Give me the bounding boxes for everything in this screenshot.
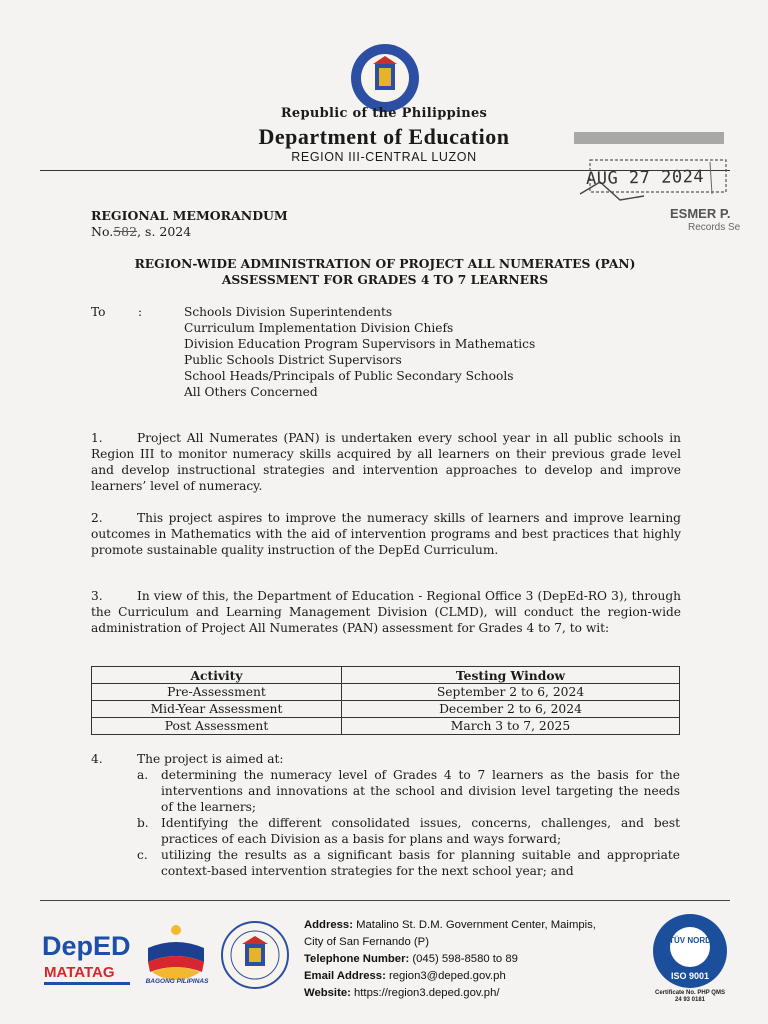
table-header-row xyxy=(92,667,680,684)
table-row xyxy=(92,684,680,701)
stamp-date: AUG 27 2024 xyxy=(585,166,705,190)
email-line: Email Address: region3@deped.gov.ph xyxy=(304,970,506,982)
list-item: c. utilizing the results as a significant basis for planning suitable and appropriate context-based intervention strategies for the next school year; and xyxy=(137,848,680,878)
deped-seal-footer xyxy=(220,920,290,990)
iso-text: ISO 9001 xyxy=(670,971,710,981)
address-line: Address: Matalino St. D.M. Government Center, Maimpis, xyxy=(304,919,596,931)
recipient: School Heads/Principals of Public Secondary Schools xyxy=(184,369,514,383)
window-cell: September 2 to 6, 2024 xyxy=(342,684,680,701)
logo-matatag-text: MATATAG xyxy=(44,964,115,981)
list-item: a. determining the numeracy level of Grades 4 to 7 learners as the basis for the interventions and innovations at the school and division level targeting the needs of the learners; xyxy=(137,768,680,814)
logo-deped-text: DepED xyxy=(42,931,131,961)
address-line-2: City of San Fernando (P) xyxy=(304,936,429,948)
to-label: To xyxy=(91,305,106,319)
department-heading: Department of Education xyxy=(258,124,510,149)
memo-title: REGIONAL MEMORANDUM xyxy=(91,208,288,223)
deped-seal-logo xyxy=(349,42,421,114)
deped-matatag-logo xyxy=(40,925,136,991)
paragraph-4-intro: The project is aimed at: xyxy=(137,752,284,766)
window-cell: December 2 to 6, 2024 xyxy=(342,701,680,718)
phone-line: Telephone Number: (045) 598-8580 to 89 xyxy=(304,953,518,965)
recipient-list xyxy=(184,304,535,400)
table-row xyxy=(92,718,680,735)
tuv-text: TÜV NORD xyxy=(669,936,711,945)
to-colon: : xyxy=(138,305,143,319)
certificate-number: Certificate No. PHP QMS 24 93 0181 xyxy=(655,990,725,1003)
activity-cell: Mid-Year Assessment xyxy=(92,701,342,718)
recipient: Curriculum Implementation Division Chiefs xyxy=(184,321,454,335)
stamp-section: Records Se xyxy=(688,222,741,233)
recipient: Division Education Program Supervisors in Mathematics xyxy=(184,337,536,351)
memo-number: No.582, s. 2024 xyxy=(91,224,192,239)
website-line: Website: https://region3.deped.gov.ph/ xyxy=(304,987,500,999)
paragraph-2: 2. This project aspires to improve the numeracy skills of learners and improve learning outcomes in Mathematics with the aid of intervention programs and best practices that highly promote sustainable quality instruction of the DepEd Curriculum. xyxy=(91,511,681,557)
memo-number-value: 582 xyxy=(113,224,138,239)
recipient: Public Schools District Supervisors xyxy=(184,353,402,367)
testing-window-table xyxy=(91,666,680,735)
republic-heading: Republic of the Philippines xyxy=(280,106,488,121)
region-heading: REGION III-CENTRAL LUZON xyxy=(291,150,477,164)
footer-divider xyxy=(40,900,730,901)
column-header-testing-window: Testing Window xyxy=(342,667,680,684)
paragraph-3: 3. In view of this, the Department of Education - Regional Office 3 (DepEd-RO 3), through the Curriculum and Learning Management Division (CLMD), will conduct the region-wide administration of Project All Numerates (PAN) assessment for Grades 4 to 7, to wit: xyxy=(91,589,681,635)
tuv-nord-iso-logo xyxy=(652,913,728,989)
recipient: Schools Division Superintendents xyxy=(184,305,393,319)
list-item: b. Identifying the different consolidated issues, concerns, challenges, and best practices of each Division as a basis for plans and ways forward; xyxy=(137,816,680,846)
activity-cell: Post Assessment xyxy=(92,718,342,735)
recipient: All Others Concerned xyxy=(184,385,318,399)
contact-info xyxy=(304,917,596,1002)
aims-list xyxy=(137,767,680,879)
bagong-pilipinas-text: BAGONG PILIPINAS xyxy=(145,978,209,985)
stamp-name: ESMER P. xyxy=(670,206,731,221)
paragraph-4-number: 4. xyxy=(91,752,103,766)
column-header-activity: Activity xyxy=(92,667,342,684)
table-row xyxy=(92,701,680,718)
paragraph-1: 1. Project All Numerates (PAN) is undertaken every school year in all public schools in Region III to monitor numeracy skills acquired by all learners on their previous grade level and develop instructional strategies and intervention approaches to develop and improve learners’ level of numeracy. xyxy=(91,431,681,493)
window-cell: March 3 to 7, 2025 xyxy=(342,718,680,735)
activity-cell: Pre-Assessment xyxy=(92,684,342,701)
memo-subject: REGION-WIDE ADMINISTRATION OF PROJECT ALL NUMERATES (PAN) ASSESSMENT FOR GRADES 4 TO 7 LEARNERS xyxy=(134,256,636,287)
